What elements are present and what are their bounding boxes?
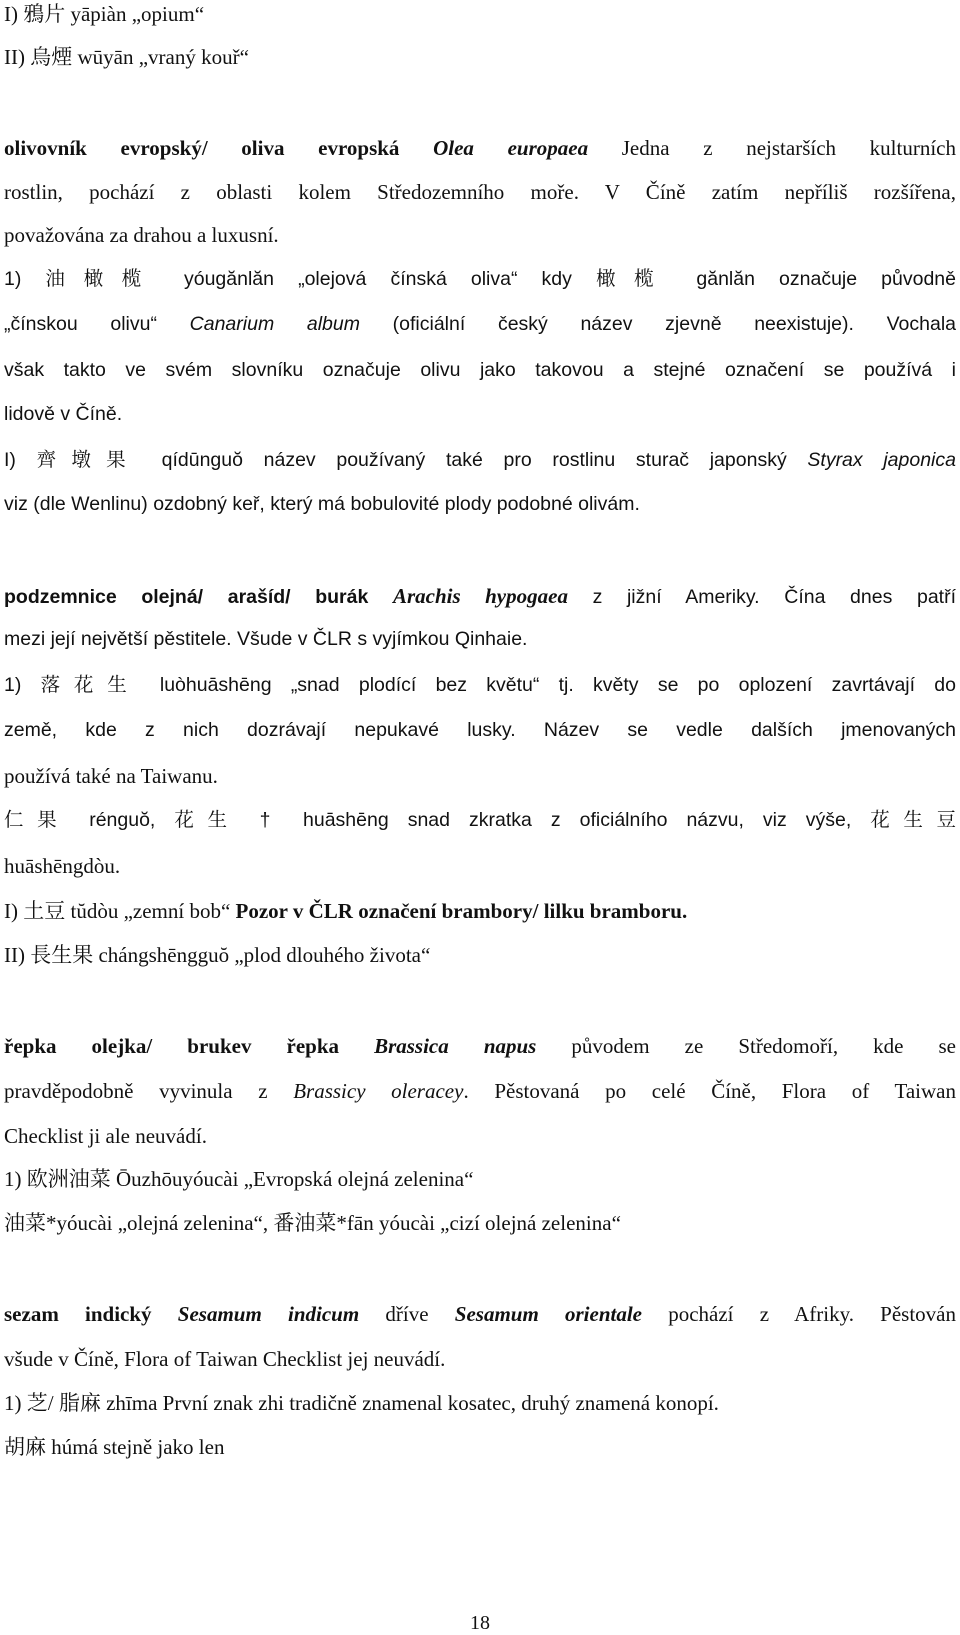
- text-line: I) 齊墩果 qídūnguŏ název používaný také pro rostlinu sturač japonský Styrax japonica: [4, 449, 956, 471]
- text-line: rostlin, pochází z oblasti kolem Středozemního moře. V Číně zatím nepříliš rozšířena,: [4, 180, 956, 204]
- page-number: 18: [470, 1612, 490, 1634]
- text-line: považována za drahou a luxusní.: [4, 223, 279, 247]
- text-line: země, kde z nich dozrávají nepukavé lusky. Název se vedle dalších jmenovaných: [4, 719, 956, 741]
- text-line: II) 長生果 chángshēngguŏ „plod dlouhého života“: [4, 943, 431, 967]
- text-line: 1) 落花生 luòhuāshēng „snad plodící bez květu“ tj. květy se po oplození zavrtávají do: [4, 674, 956, 696]
- text-line: lidově v Číně.: [4, 403, 123, 425]
- text-line: I) 鴉片 yāpiàn „opium“: [4, 2, 205, 26]
- text-line: 仁果 rénguŏ, 花生 † huāshēng snad zkratka z oficiálního názvu, viz výše, 花生豆: [4, 809, 956, 831]
- text-line: používá také na Taiwanu.: [4, 764, 218, 788]
- text-line: olivovník evropský/ oliva evropská Olea europaea Jedna z nejstarších kulturních: [4, 136, 956, 160]
- text-line: „čínskou olivu“ Canarium album (oficiální český název zjevně neexistuje). Vochala: [4, 313, 957, 335]
- text-line: Checklist ji ale neuvádí.: [4, 1124, 207, 1148]
- text-line: viz (dle Wenlinu) ozdobný keř, který má bobulovité plody podobné olivám.: [4, 493, 640, 515]
- text-line: I) 土豆 tŭdòu „zemní bob“ Pozor v ČLR označení brambory/ lilku bramboru.: [4, 899, 688, 923]
- text-line: 1) 油橄榄 yóugănlăn „olejová čínská oliva“ kdy 橄榄 gănlăn označuje původně: [4, 268, 956, 290]
- text-line: podzemnice olejná/ arašíd/ burák Arachis hypogaea z jižní Ameriky. Čína dnes patří: [4, 584, 956, 608]
- text-line: všude v Číně, Flora of Taiwan Checklist jej neuvádí.: [4, 1347, 446, 1371]
- text-line: II) 烏煙 wūyān „vraný kouř“: [4, 45, 249, 69]
- text-line: pravděpodobně vyvinula z Brassicy oleracey. Pěstovaná po celé Číně, Flora of Taiwan: [4, 1079, 956, 1103]
- text-line: sezam indický Sesamum indicum dříve Sesamum orientale pochází z Afriky. Pěstován: [4, 1302, 956, 1326]
- text-line: však takto ve svém slovníku označuje olivu jako takovou a stejné označení se používá i: [4, 359, 956, 381]
- text-line: mezi její největší pěstitele. Všude v ČLR s vyjímkou Qinhaie.: [4, 628, 528, 650]
- text-line: 油菜*yóucài „olejná zelenina“, 番油菜*fān yóucài „cizí olejná zelenina“: [4, 1211, 621, 1235]
- text-line: 胡麻 húmá stejně jako len: [4, 1435, 225, 1459]
- text-line: 1) 欧洲油菜 Ōuzhōuyóucài „Evropská olejná zelenina“: [4, 1167, 474, 1191]
- text-line: řepka olejka/ brukev řepka Brassica napus původem ze Středomoří, kde se: [4, 1034, 956, 1058]
- text-line: 1) 芝/ 脂麻 zhīma První znak zhi tradičně znamenal kosatec, druhý znamená konopí.: [4, 1391, 719, 1415]
- text-line: huāshēngdòu.: [4, 854, 121, 878]
